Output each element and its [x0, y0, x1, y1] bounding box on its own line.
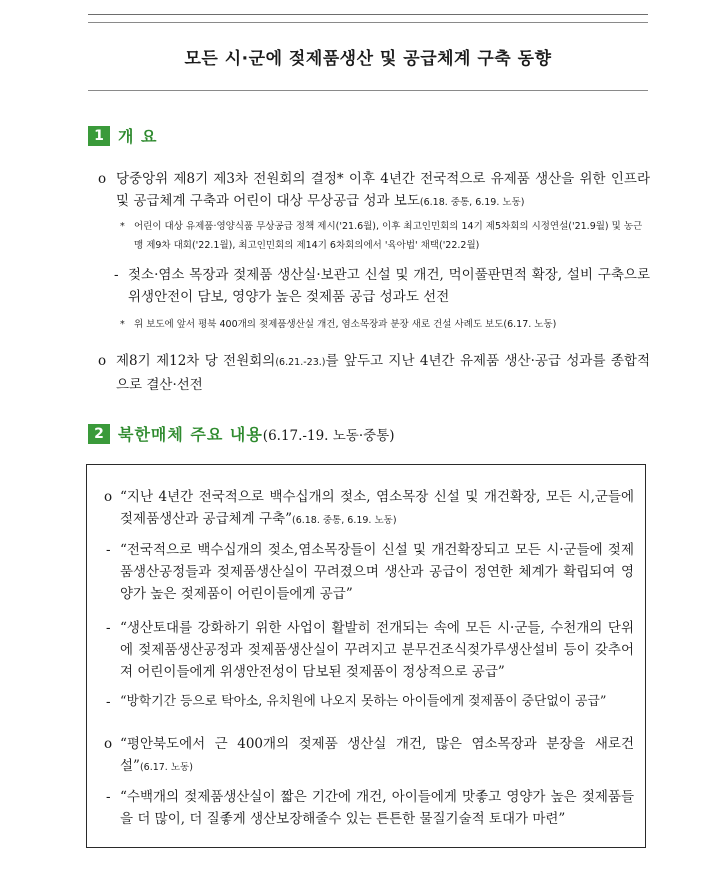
item-source-ref: (6.21.-23.)	[275, 357, 326, 368]
section-1-number: 1	[88, 126, 110, 146]
bullet-marker: o	[98, 171, 107, 187]
section-2-source-note: (6.17.-19. 노동·중통)	[262, 428, 395, 444]
item-source-ref: (6.18. 중통, 6.19. 노동)	[419, 197, 525, 208]
section-2-title	[118, 422, 394, 445]
dash-marker: -	[114, 267, 119, 283]
bullet-marker: o	[104, 489, 113, 505]
dash-marker: -	[106, 789, 111, 805]
item-text: “수백개의 젖제품생산실이 짧은 기간에 개건, 아이들에게 맛좋고 영양가 높은 젖제품들을 더 많이, 더 질좋게 생산보장해줄수 있는 튼튼한 물질기술적 토대가 마련”	[120, 789, 634, 827]
top-rule-thick	[88, 14, 648, 15]
list-item	[106, 617, 634, 683]
footnote-text: 위 보도에 앞서 평북 400개의 젖제품생산실 개건, 염소목장과 분장 새로 건설 사례도 보도(6.17. 노동)	[134, 319, 557, 330]
section-1-title: 개 요	[118, 127, 158, 146]
dash-marker: -	[106, 620, 111, 636]
list-item	[98, 350, 650, 396]
item-text: 제8기 제12차 당 전원회의	[116, 353, 276, 369]
item-text: “평안북도에서 근 400개의 젖제품 생산실 개건, 많은 염소목장과 분장을 새로건설”	[120, 736, 634, 774]
bullet-marker: o	[104, 736, 113, 752]
list-item	[106, 539, 634, 605]
dash-marker: -	[106, 542, 111, 558]
top-rule-thin	[88, 22, 648, 23]
list-item	[104, 486, 634, 532]
item-source-ref: (6.17. 노동)	[139, 762, 193, 773]
asterisk-marker: *	[120, 221, 125, 232]
item-text: 젖소·염소 목장과 젖제품 생산실·보관고 신설 및 개건, 먹이풀판면적 확장, 설비 구축으로 위생안전이 담보, 영양가 높은 젖제품 공급 성과도 선전	[128, 267, 650, 305]
item-text: 당중앙위 제8기 제3차 전원회의 결정* 이후 4년간 전국적으로 유제품 생산을 위한 인프라 및 공급체계 구축과 어린이 대상 무상공급 성과 보도	[116, 171, 650, 209]
asterisk-marker: *	[120, 319, 125, 330]
list-item	[114, 264, 650, 308]
item-text: “지난 4년간 전국적으로 백수십개의 젖소, 염소목장 신설 및 개건확장, 모든 시,군들에 젖제품생산과 공급체계 구축”	[120, 489, 634, 527]
item-text: “방학기간 등으로 탁아소, 유치원에 나오지 못하는 아이들에게 젖제품이 중단없이 공급”	[120, 694, 607, 709]
document-title: 모든 시·군에 젖제품생산 및 공급체계 구축 동향	[184, 49, 552, 69]
bullet-marker: o	[98, 353, 107, 369]
list-item	[104, 733, 634, 779]
item-text: “생산토대를 강화하기 위한 사업이 활발히 전개되는 속에 모든 시·군들, 수천개의 단위에 젖제품생산공정과 젖제품생산실이 꾸려지고 분무건조식젖가루생산설비 등이 갖추어져 어린이들에게 위생안전성이 담보된 젖제품이 정상적으로 공급”	[120, 620, 634, 680]
item-text-continued: 를 앞두고 지난 4년간 유제품 생산·공급 성과를 종합적으로 결산·선전	[116, 353, 651, 393]
footnote-text: 어린이 대상 유제품·영양식품 무상공급 정책 제시('21.6월), 이후 최고인민회의 14기 제5차회의 시정연설('21.9월) 및 농근맹 제9차 대회('22.1월), 최고인민회의 제14기 6차회의에서 '육아법' 채택('22.2월)	[134, 221, 643, 251]
section-1-header	[88, 124, 157, 147]
list-item	[98, 168, 650, 214]
footnote	[120, 217, 650, 255]
item-source-ref: (6.18. 중통, 6.19. 노동)	[291, 515, 397, 526]
footnote	[120, 315, 650, 334]
list-item	[106, 786, 634, 830]
title-bottom-rule	[88, 90, 648, 91]
list-item	[106, 691, 634, 713]
section-2-header	[88, 422, 394, 445]
section-2-number: 2	[88, 424, 110, 444]
item-text: “전국적으로 백수십개의 젖소,염소목장들이 신설 및 개건확장되고 모든 시·군들에 젖제품생산공정들과 젖제품생산실이 꾸려졌으며 생산과 공급이 정연한 체계가 확립되여 영양가 높은 젖제품이 어린이들에게 공급”	[120, 542, 634, 602]
section-2-title-text: 북한매체 주요 내용	[118, 425, 263, 444]
dash-marker: -	[106, 694, 111, 710]
